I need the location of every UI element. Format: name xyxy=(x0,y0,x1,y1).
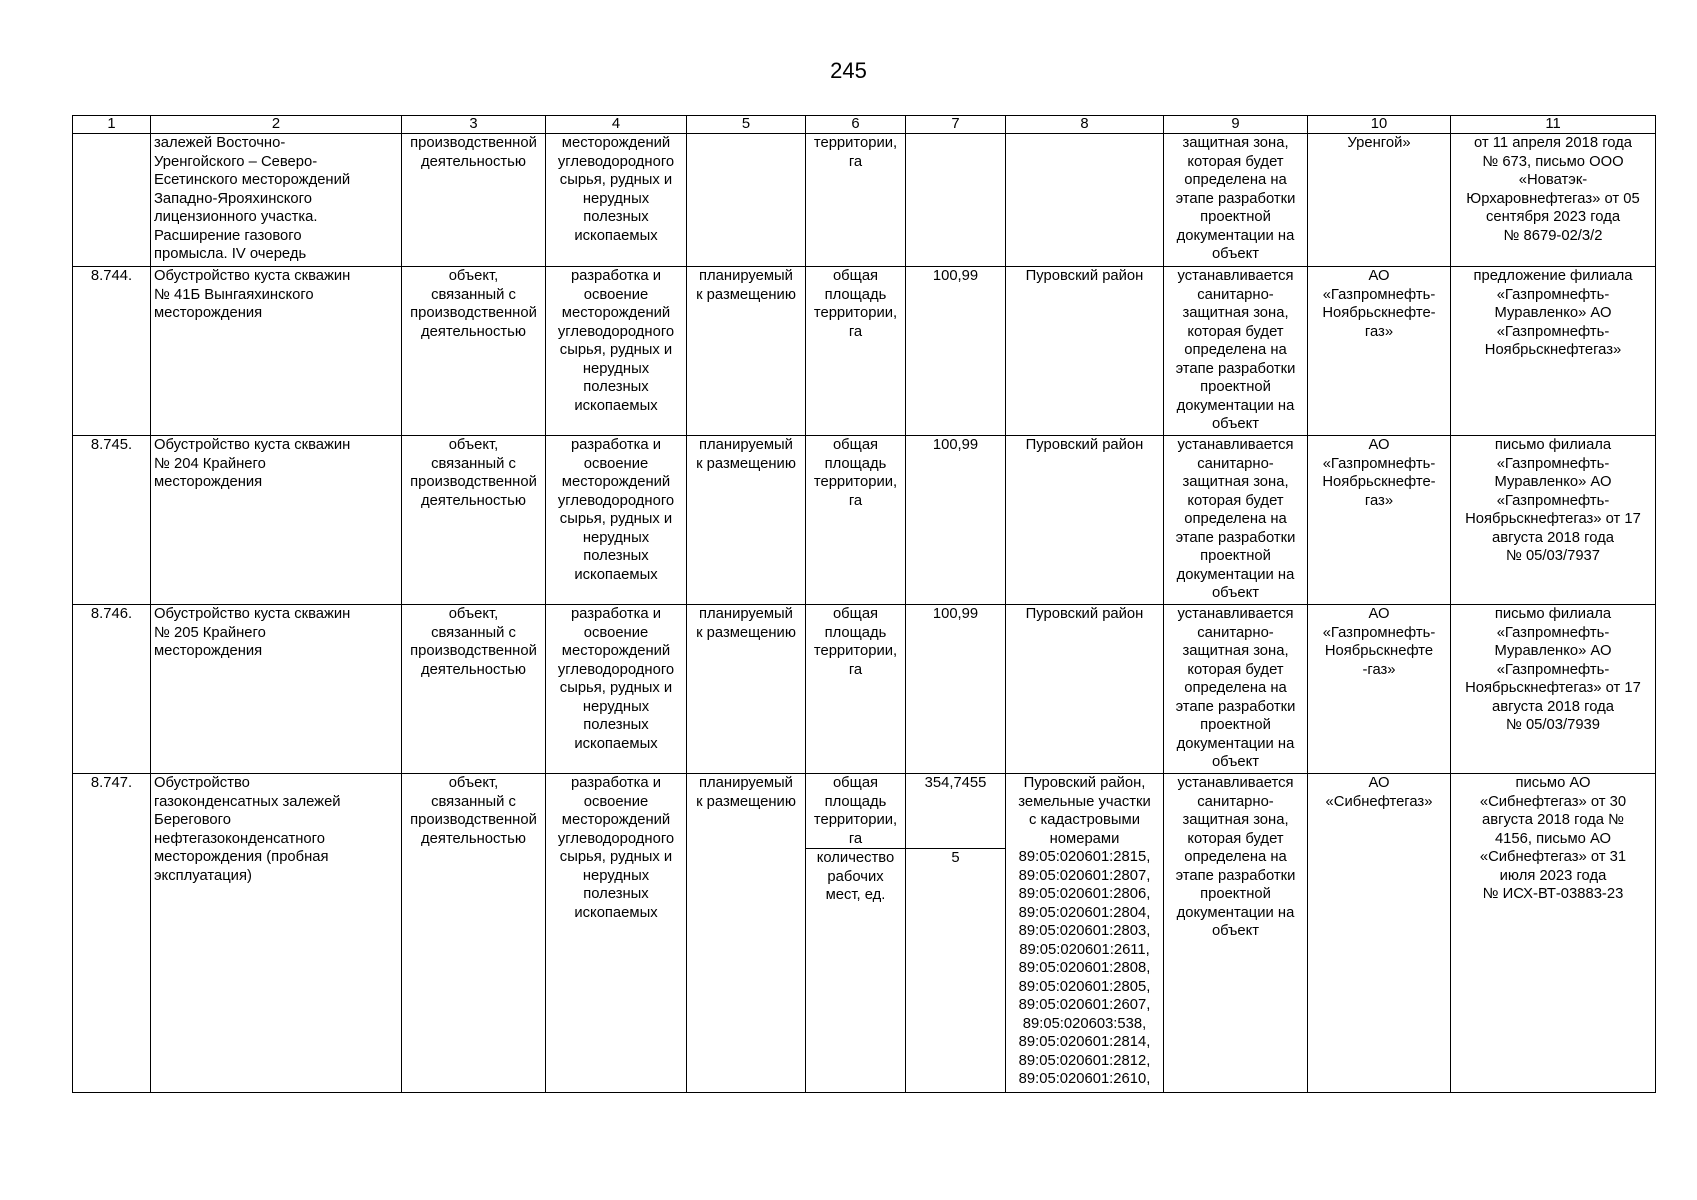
parameter-value xyxy=(906,134,1006,267)
object-location xyxy=(1006,134,1164,267)
basis-document: предложение филиала «Газпромнефть- Муравленко» АО «Газпромнефть- Ноябрьскнефтегаз» xyxy=(1451,267,1656,436)
protection-zone: устанавливается санитарно- защитная зона, которая будет определена на этапе разработки проектной документации на объект xyxy=(1164,605,1308,774)
parameter-value: 100,99 xyxy=(906,436,1006,605)
object-location: Пуровский район xyxy=(1006,605,1164,774)
object-name: залежей Восточно- Уренгойского – Северо- Есетинского месторождений Западно-Ярояхинского лицензионного участка. Расширение газового промысла. IV очередь xyxy=(151,134,402,267)
column-header: 5 xyxy=(687,116,806,134)
object-owner: АО «Газпромнефть- Ноябрьскнефте- газ» xyxy=(1308,267,1451,436)
object-status: планируемый к размещению xyxy=(687,605,806,774)
object-status xyxy=(687,134,806,267)
page-number: 245 xyxy=(830,58,867,83)
object-parameter: общая площадь территории, га xyxy=(806,436,906,605)
object-purpose: разработка и освоение месторождений углеводородного сырья, рудных и нерудных полезных ископаемых xyxy=(546,436,687,605)
object-name: Обустройство газоконденсатных залежей Берегового нефтегазоконденсатного месторождения (пробная эксплуатация) xyxy=(151,774,402,1093)
object-purpose: месторождений углеводородного сырья, рудных и нерудных полезных ископаемых xyxy=(546,134,687,267)
object-location: Пуровский район, земельные участки с кадастровыми номерами 89:05:020601:2815, 89:05:020601:2807, 89:05:020601:2806, 89:05:020601:2804, 89:05:020601:2803, 89:05:020601:2611, 89:05:020601:2808, 89:05:020601:2805, 89:05:020601:2607, 89:05:020603:538, 89:05:020601:2814, 89:05:020601:2812, 89:05:020601:2610, xyxy=(1006,774,1164,1093)
basis-document: письмо филиала «Газпромнефть- Муравленко» АО «Газпромнефть- Ноябрьскнефтегаз» от 17 августа 2018 года № 05/03/7939 xyxy=(1451,605,1656,774)
object-location: Пуровский район xyxy=(1006,436,1164,605)
column-header: 9 xyxy=(1164,116,1308,134)
object-owner: АО «Газпромнефть- Ноябрьскнефте- газ» xyxy=(1308,436,1451,605)
column-header: 6 xyxy=(806,116,906,134)
basis-document: письмо АО «Сибнефтегаз» от 30 августа 2018 года № 4156, письмо АО «Сибнефтегаз» от 31 июля 2023 года № ИСХ-ВТ-03883-23 xyxy=(1451,774,1656,1093)
column-header: 1 xyxy=(73,116,151,134)
object-owner: АО «Газпромнефть- Ноябрьскнефте -газ» xyxy=(1308,605,1451,774)
object-status: планируемый к размещению xyxy=(687,267,806,436)
column-number-row xyxy=(73,116,1656,134)
table-row xyxy=(73,267,1656,436)
parameter-value: 100,99 xyxy=(906,267,1006,436)
row-number: 8.745. xyxy=(73,436,151,605)
protection-zone: устанавливается санитарно- защитная зона, которая будет определена на этапе разработки проектной документации на объект xyxy=(1164,774,1308,1093)
object-purpose: разработка и освоение месторождений углеводородного сырья, рудных и нерудных полезных ископаемых xyxy=(546,267,687,436)
parameter-value: 100,99 xyxy=(906,605,1006,774)
basis-document: письмо филиала «Газпромнефть- Муравленко» АО «Газпромнефть- Ноябрьскнефтегаз» от 17 августа 2018 года № 05/03/7937 xyxy=(1451,436,1656,605)
object-category: объект, связанный с производственной деятельностью xyxy=(402,436,546,605)
parameter-value: 354,7455 xyxy=(906,774,1006,849)
protection-zone: защитная зона, которая будет определена на этапе разработки проектной документации на объект xyxy=(1164,134,1308,267)
column-header: 2 xyxy=(151,116,402,134)
protection-zone: устанавливается санитарно- защитная зона, которая будет определена на этапе разработки проектной документации на объект xyxy=(1164,267,1308,436)
column-header: 8 xyxy=(1006,116,1164,134)
row-number: 8.746. xyxy=(73,605,151,774)
object-name: Обустройство куста скважин № 204 Крайнего месторождения xyxy=(151,436,402,605)
object-category: объект, связанный с производственной деятельностью xyxy=(402,774,546,1093)
object-parameter: общая площадь территории, га xyxy=(806,267,906,436)
column-header: 11 xyxy=(1451,116,1656,134)
column-header: 7 xyxy=(906,116,1006,134)
column-header: 4 xyxy=(546,116,687,134)
row-number xyxy=(73,134,151,267)
object-status: планируемый к размещению xyxy=(687,774,806,1093)
object-category: производственной деятельностью xyxy=(402,134,546,267)
protection-zone: устанавливается санитарно- защитная зона, которая будет определена на этапе разработки проектной документации на объект xyxy=(1164,436,1308,605)
table-row xyxy=(73,134,1656,267)
table-row xyxy=(73,605,1656,774)
row-number: 8.747. xyxy=(73,774,151,1093)
object-location: Пуровский район xyxy=(1006,267,1164,436)
object-status: планируемый к размещению xyxy=(687,436,806,605)
object-purpose: разработка и освоение месторождений углеводородного сырья, рудных и нерудных полезных ископаемых xyxy=(546,605,687,774)
object-parameter: общая площадь территории, га xyxy=(806,605,906,774)
object-purpose: разработка и освоение месторождений углеводородного сырья, рудных и нерудных полезных ископаемых xyxy=(546,774,687,1093)
object-parameter: территории, га xyxy=(806,134,906,267)
object-parameter: количество рабочих мест, ед. xyxy=(806,849,906,1093)
basis-document: от 11 апреля 2018 года № 673, письмо ООО «Новатэк- Юрхаровнефтегаз» от 05 сентября 2023 года № 8679-02/3/2 xyxy=(1451,134,1656,267)
column-header: 3 xyxy=(402,116,546,134)
object-name: Обустройство куста скважин № 41Б Вынгаяхинского месторождения xyxy=(151,267,402,436)
data-table xyxy=(72,115,1656,1093)
object-parameter: общая площадь территории, га xyxy=(806,774,906,849)
table-row xyxy=(73,436,1656,605)
column-header: 10 xyxy=(1308,116,1451,134)
row-number: 8.744. xyxy=(73,267,151,436)
table-row xyxy=(73,774,1656,849)
parameter-value: 5 xyxy=(906,849,1006,1093)
object-category: объект, связанный с производственной деятельностью xyxy=(402,267,546,436)
object-owner: Уренгой» xyxy=(1308,134,1451,267)
object-owner: АО «Сибнефтегаз» xyxy=(1308,774,1451,1093)
object-category: объект, связанный с производственной деятельностью xyxy=(402,605,546,774)
object-name: Обустройство куста скважин № 205 Крайнего месторождения xyxy=(151,605,402,774)
